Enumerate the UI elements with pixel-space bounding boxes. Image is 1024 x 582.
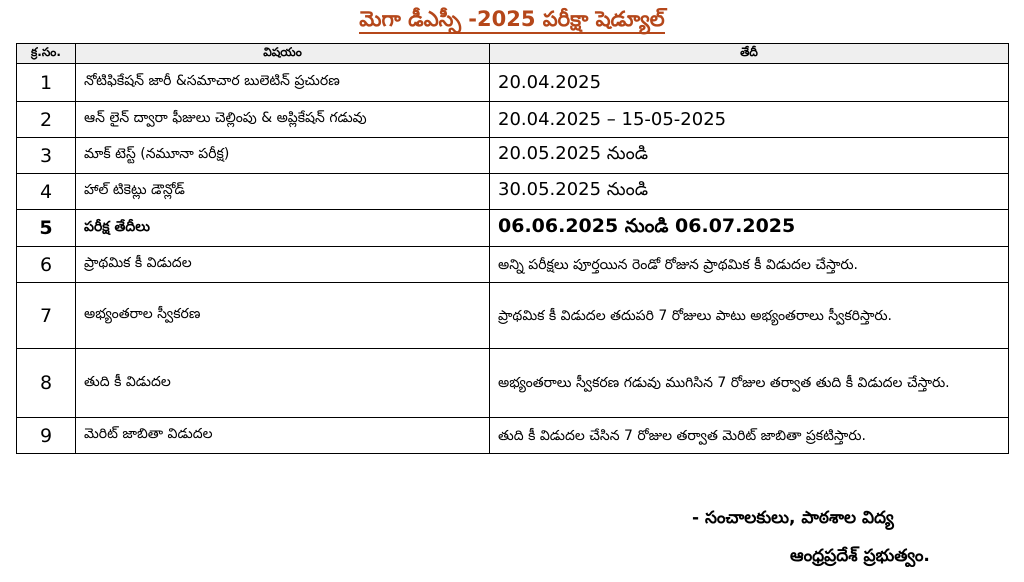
row-date: 20.05.2025 నుండి (490, 138, 1009, 174)
page-title-text: మెగా డీఎస్సీ -2025 పరీక్షా షెడ్యూల్ (359, 7, 664, 34)
row-serial-number: 1 (17, 64, 76, 102)
row-serial-number: 7 (17, 283, 76, 349)
table-row (17, 174, 1009, 210)
table-row (17, 102, 1009, 138)
row-subject: అభ్యంతరాల స్వీకరణ (76, 283, 490, 349)
row-subject: హాల్ టికెట్లు డౌన్లోడ్ (76, 174, 490, 210)
row-date: 30.05.2025 నుండి (490, 174, 1009, 210)
row-subject: నోటిఫికేషన్ జారీ &సమాచార బులెటిన్ ప్రచురణ (76, 64, 490, 102)
row-serial-number: 3 (17, 138, 76, 174)
row-serial-number: 4 (17, 174, 76, 210)
table-row (17, 138, 1009, 174)
signature-designation: - సంచాలకులు, పాఠశాల విద్య (692, 508, 894, 528)
signature-government: ఆంధ్రప్రదేశ్ ప్రభుత్వం. (790, 546, 930, 566)
row-subject: ఆన్ లైన్ ద్వారా ఫీజులు చెల్లింపు & అప్లికేషన్ గడువు (76, 102, 490, 138)
row-subject: మాక్ టెస్ట్ (నమూనా పరీక్ష) (76, 138, 490, 174)
row-subject: ప్రాథమిక కీ విడుదల (76, 247, 490, 283)
table-row (17, 349, 1009, 418)
header-date: తేదీ (490, 44, 1009, 64)
table-row (17, 418, 1009, 454)
row-serial-number: 5 (17, 210, 76, 247)
table-header-row (17, 44, 1009, 64)
row-subject: తుది కీ విడుదల (76, 349, 490, 418)
row-serial-number: 2 (17, 102, 76, 138)
row-subject: మెరిట్ జాబితా విడుదల (76, 418, 490, 454)
row-date: తుది కీ విడుదల చేసిన 7 రోజుల తర్వాత మెరిట్ జాబితా ప్రకటిస్తారు. (490, 418, 1009, 454)
row-date: 20.04.2025 (490, 64, 1009, 102)
row-subject: పరీక్ష తేదీలు (76, 210, 490, 247)
schedule-table (16, 43, 1009, 454)
row-date: 06.06.2025 నుండి 06.07.2025 (490, 210, 1009, 247)
row-date: 20.04.2025 – 15-05-2025 (490, 102, 1009, 138)
table-row-highlighted (17, 210, 1009, 247)
row-date: అభ్యంతరాలు స్వీకరణ గడువు ముగిసిన 7 రోజుల తర్వాత తుది కీ విడుదల చేస్తారు. (490, 349, 1009, 418)
row-serial-number: 9 (17, 418, 76, 454)
table-row (17, 247, 1009, 283)
header-subject: విషయం (76, 44, 490, 64)
table-row (17, 64, 1009, 102)
row-serial-number: 8 (17, 349, 76, 418)
row-date: ప్రాథమిక కీ విడుదల తదుపరి 7 రోజులు పాటు అభ్యంతరాలు స్వీకరిస్తారు. (490, 283, 1009, 349)
page-title (0, 3, 1024, 35)
table-row (17, 283, 1009, 349)
row-date: అన్ని పరీక్షలు పూర్తయిన రెండో రోజున ప్రాథమిక కీ విడుదల చేస్తారు. (490, 247, 1009, 283)
header-serial-number: క్ర.సం. (17, 44, 76, 64)
row-serial-number: 6 (17, 247, 76, 283)
